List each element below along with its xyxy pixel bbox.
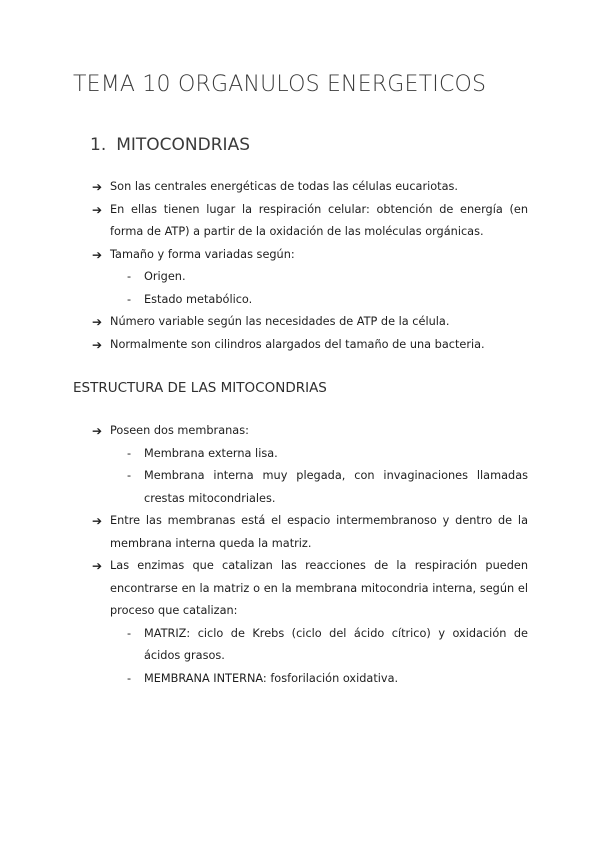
dash-icon: - bbox=[127, 446, 132, 460]
arrow-icon: ➔ bbox=[92, 202, 103, 217]
list-item-text: Normalmente son cilindros alargados del tamaño de una bacteria. bbox=[110, 337, 485, 351]
list-item bbox=[92, 311, 528, 334]
sub-list-item bbox=[92, 443, 528, 466]
list-item bbox=[92, 555, 528, 623]
sub-list-item-text: Estado metabólico. bbox=[144, 292, 253, 306]
list-item-text: Tamaño y forma variadas según: bbox=[110, 247, 295, 261]
dash-icon: - bbox=[127, 671, 132, 685]
list-item-text: Entre las membranas está el espacio intermembranoso y dentro de la membrana interna queda la matriz. bbox=[110, 514, 528, 550]
list-item bbox=[92, 334, 528, 357]
sub-list-item bbox=[92, 266, 528, 289]
sub-list-item bbox=[92, 668, 528, 691]
subsection-heading-estructura: ESTRUCTURA DE LAS MITOCONDRIAS bbox=[73, 380, 327, 396]
estructura-list bbox=[92, 420, 528, 690]
sub-list-item-text: MATRIZ: ciclo de Krebs (ciclo del ácido cítrico) y oxidación de ácidos grasos. bbox=[144, 626, 528, 662]
list-item bbox=[92, 420, 528, 443]
section-heading-mitocondrias bbox=[90, 135, 250, 155]
arrow-icon: ➔ bbox=[92, 315, 103, 329]
arrow-icon: ➔ bbox=[92, 514, 103, 528]
list-item-text: Son las centrales energéticas de todas las células eucariotas. bbox=[110, 180, 458, 193]
arrow-icon: ➔ bbox=[92, 424, 103, 438]
mitocondrias-list bbox=[92, 176, 528, 356]
sub-list-item-text: Origen. bbox=[144, 270, 186, 283]
dash-icon: - bbox=[127, 469, 132, 482]
section-number: 1. bbox=[90, 135, 107, 155]
arrow-icon: ➔ bbox=[92, 559, 103, 573]
list-item bbox=[92, 176, 528, 199]
list-item-text: Número variable según las necesidades de ATP de la célula. bbox=[110, 315, 450, 328]
list-item-text: En ellas tienen lugar la respiración celular: obtención de energía (en forma de ATP) a partir de la oxidación de las moléculas orgánicas. bbox=[110, 202, 528, 238]
list-item-text: Las enzimas que catalizan las reacciones de la respiración pueden encontrarse en la matriz o en la membrana mitocondria interna, según el proceso que catalizan: bbox=[110, 559, 528, 617]
section-heading-text: MITOCONDRIAS bbox=[116, 135, 250, 155]
sub-list-item bbox=[92, 623, 528, 668]
arrow-icon: ➔ bbox=[92, 337, 103, 352]
list-item bbox=[92, 199, 528, 244]
dash-icon: - bbox=[127, 626, 132, 640]
arrow-icon: ➔ bbox=[92, 180, 103, 194]
sub-list-item-text: MEMBRANA INTERNA: fosforilación oxidativa. bbox=[144, 671, 399, 685]
dash-icon: - bbox=[127, 270, 132, 283]
sub-list-item bbox=[92, 289, 528, 312]
list-item-text: Poseen dos membranas: bbox=[110, 424, 249, 437]
sub-list-item bbox=[92, 465, 528, 510]
page-title: TEMA 10 ORGANULOS ENERGETICOS bbox=[73, 72, 487, 97]
sub-list-item-text: Membrana interna muy plegada, con invaginaciones llamadas crestas mitocondriales. bbox=[144, 469, 528, 505]
arrow-icon: ➔ bbox=[92, 247, 103, 262]
dash-icon: - bbox=[127, 292, 132, 306]
sub-list-item-text: Membrana externa lisa. bbox=[144, 446, 278, 460]
list-item bbox=[92, 244, 528, 267]
list-item bbox=[92, 510, 528, 555]
